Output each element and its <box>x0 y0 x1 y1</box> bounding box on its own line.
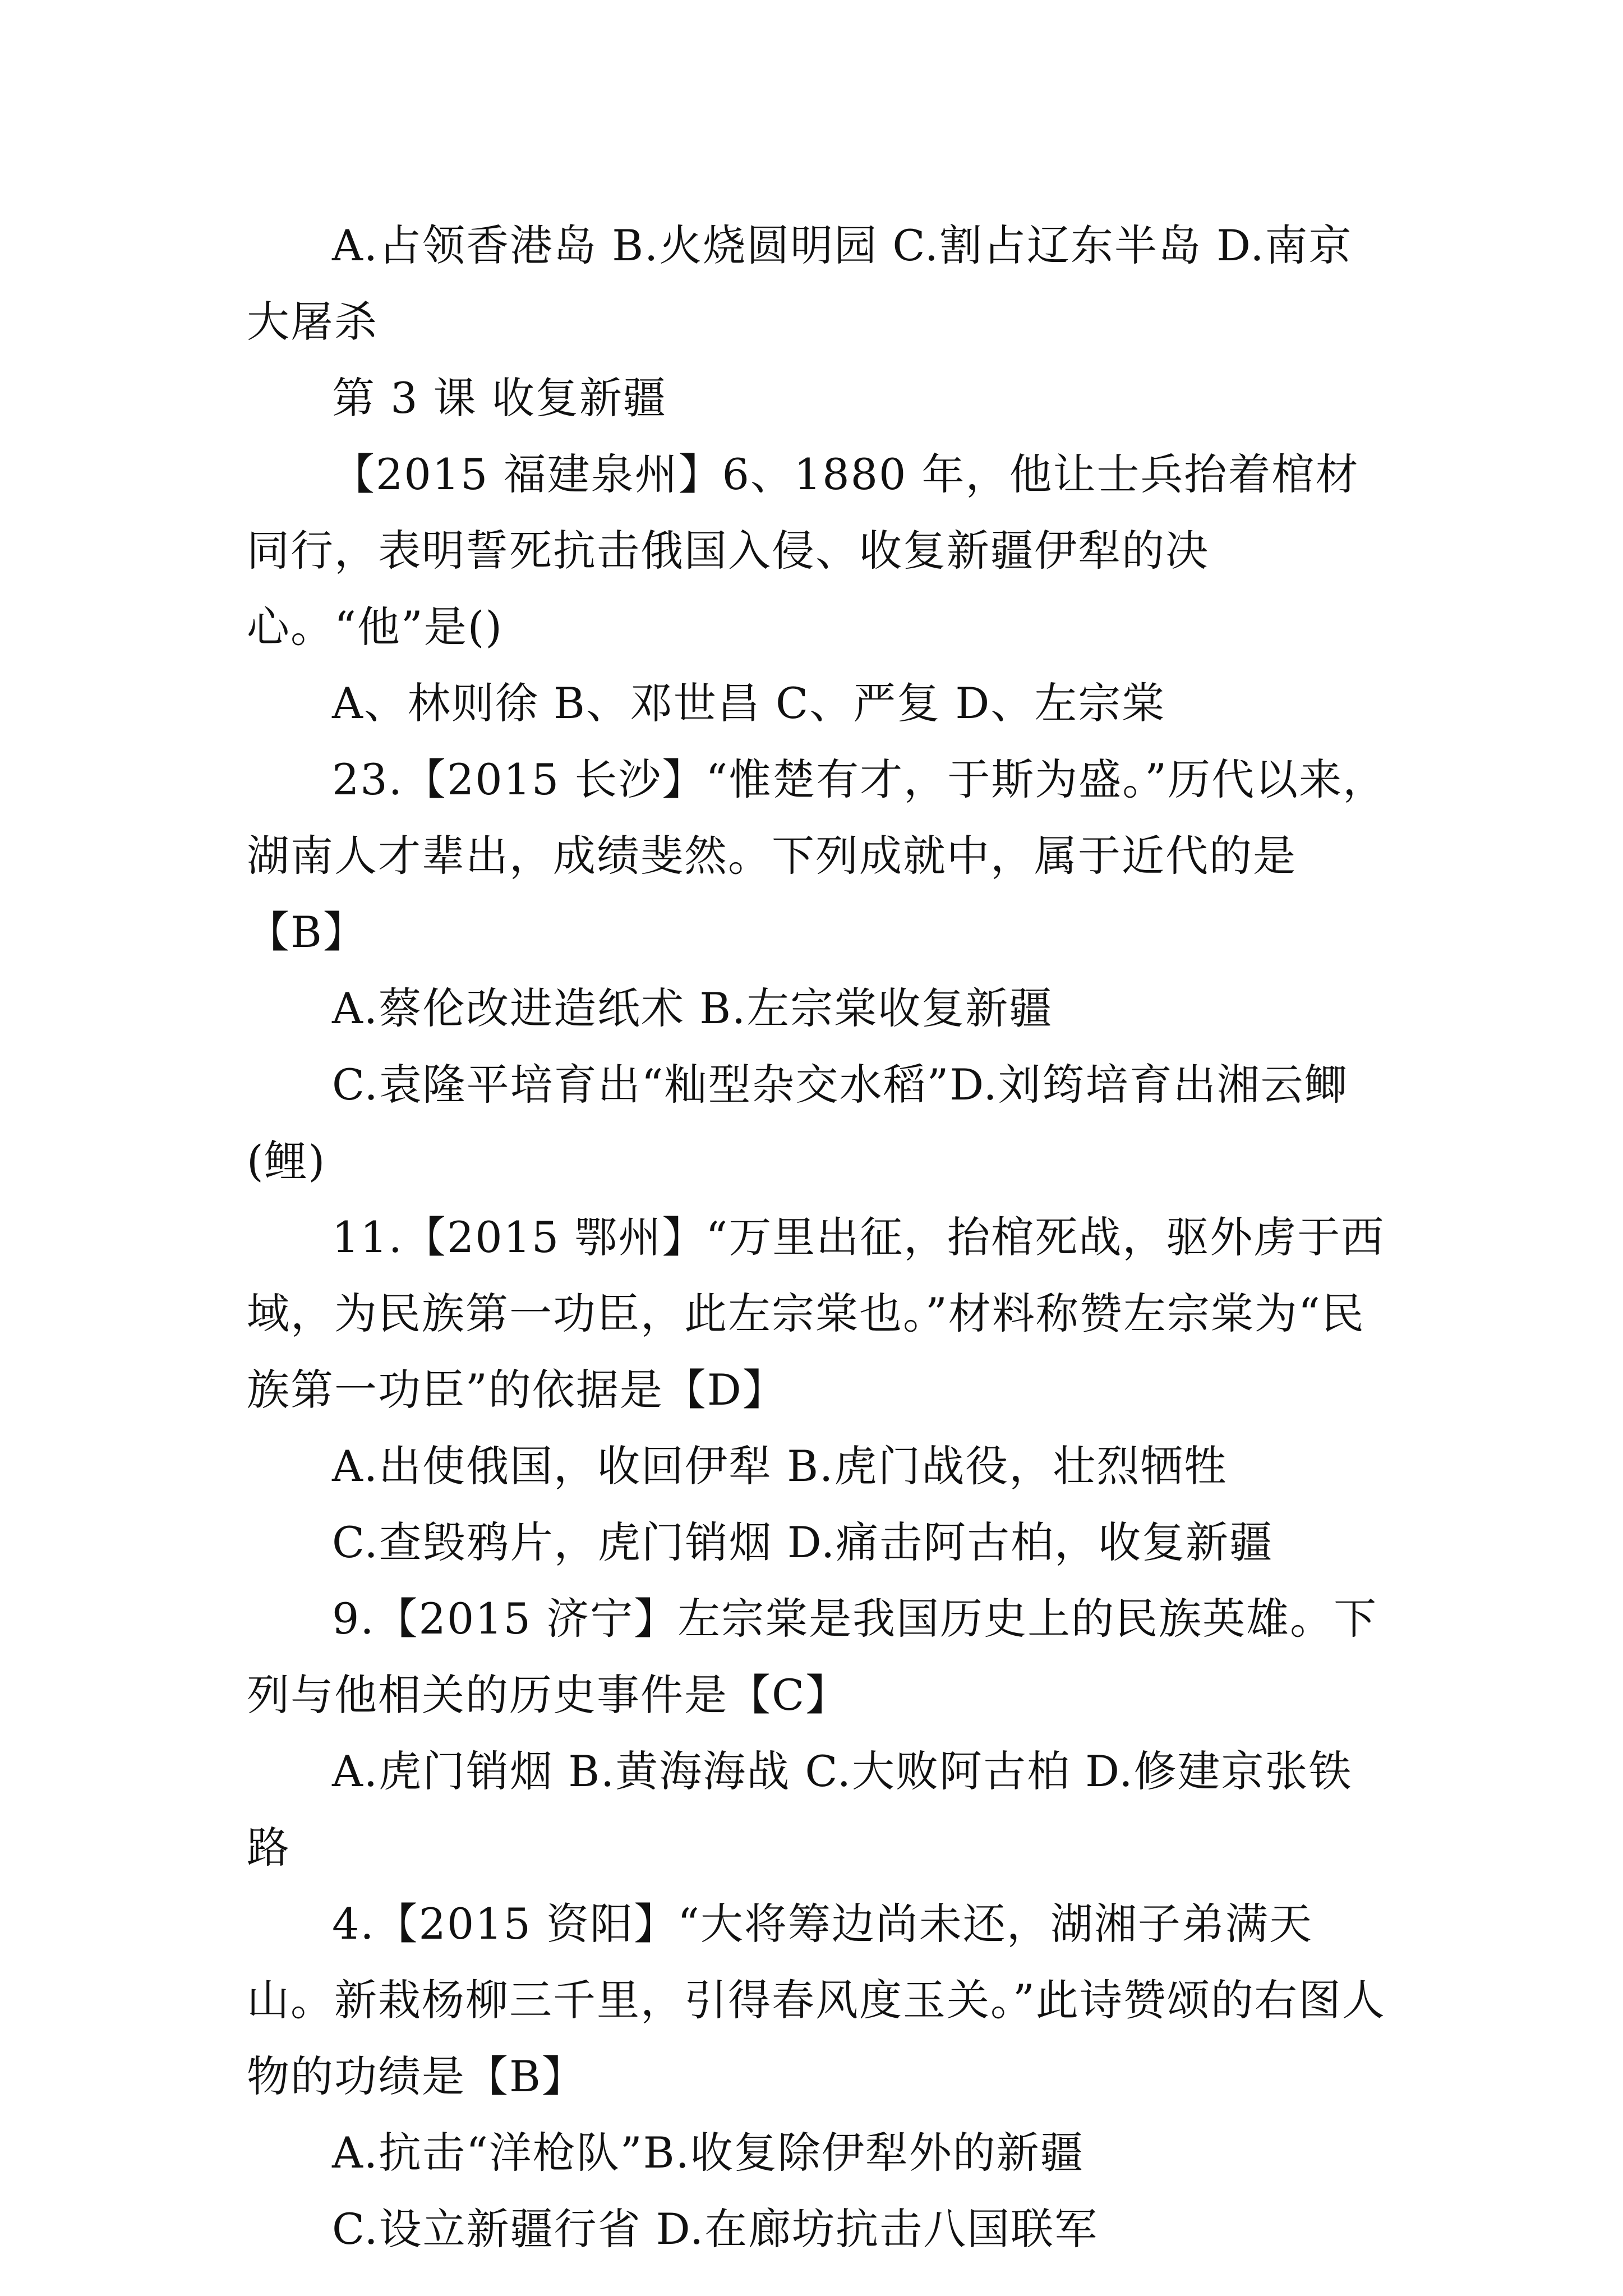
lesson-heading: 第 3 课 收复新疆 <box>332 373 667 423</box>
option-line: A.出使俄国，收回伊犁 B.虎门战役，壮烈牺牲 <box>332 1441 1228 1491</box>
option-line: C.袁隆平培育出“籼型杂交水稻”D.刘筠培育出湘云鲫(鲤) <box>247 1060 1348 1186</box>
option-line: A.蔡伦改进造纸术 B.左宗棠收复新疆 <box>332 983 1053 1033</box>
document-body <box>247 208 1391 2267</box>
question-paragraph: 11.【2015 鄂州】“万里出征，抬棺死战，驱外虏于西域，为民族第一功臣，此左宗棠也。”材料称赞左宗棠为“民族第一功臣”的依据是【D】 <box>247 1212 1385 1415</box>
option-line: C.查毁鸦片，虎门销烟 D.痛击阿古柏，收复新疆 <box>332 1517 1274 1567</box>
question-paragraph: 23.【2015 长沙】“惟楚有才，于斯为盛。”历代以来，湖南人才辈出，成绩斐然。下列成就中，属于近代的是【B】 <box>247 754 1387 957</box>
option-line: C.设立新疆行省 D.在廊坊抗击八国联军 <box>332 2204 1099 2254</box>
option-line: A、林则徐 B、邓世昌 C、严复 D、左宗棠 <box>332 678 1166 728</box>
option-line: A.抗击“洋枪队”B.收复除伊犁外的新疆 <box>332 2128 1084 2178</box>
question-paragraph: 9.【2015 济宁】左宗棠是我国历史上的民族英雄。下列与他相关的历史事件是【C】 <box>247 1594 1378 1720</box>
question-paragraph: 4.【2015 资阳】“大将筹边尚未还，湖湘子弟满天山。新栽杨柳三千里，引得春风度玉关。”此诗赞颂的右图人物的功绩是【B】 <box>247 1899 1386 2101</box>
option-line: A.虎门销烟 B.黄海海战 C.大败阿古柏 D.修建京张铁路 <box>247 1746 1353 1872</box>
option-line: A.占领香港岛 B.火烧圆明园 C.割占辽东半岛 D.南京大屠杀 <box>247 220 1353 347</box>
question-paragraph: 【2015 福建泉州】6、1880 年，他让士兵抬着棺材同行，表明誓死抗击俄国入侵、收复新疆伊犁的决心。“他”是() <box>247 449 1359 652</box>
